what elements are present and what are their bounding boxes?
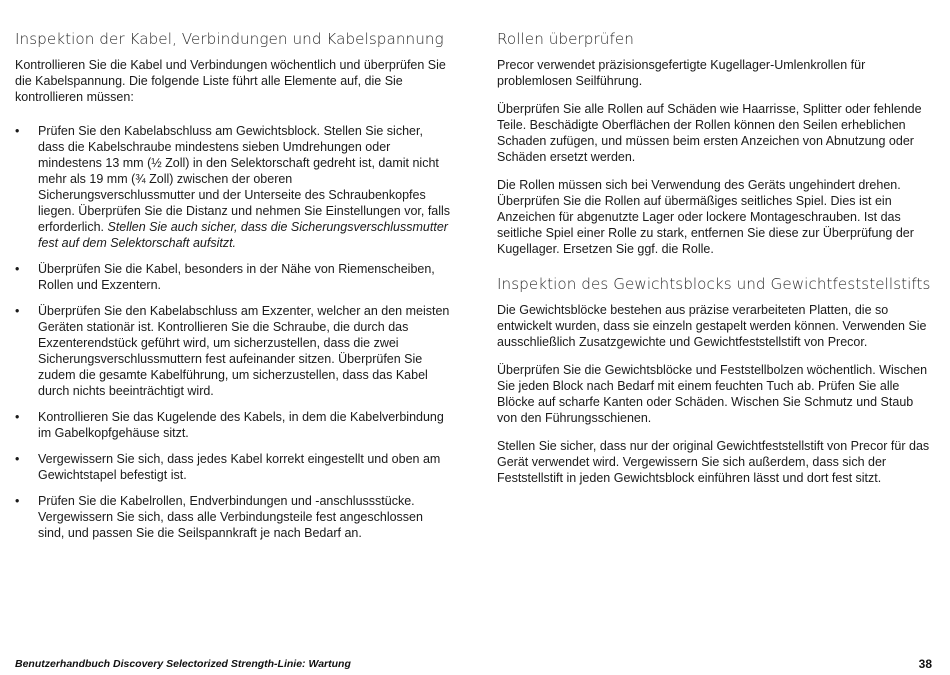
cable-checklist	[15, 123, 452, 541]
bullet-icon: •	[15, 494, 20, 508]
list-item	[15, 451, 452, 483]
weight-block-paragraph: Stellen Sie sicher, dass nur der original Gewichtfeststellstift von Precor für das Gerät verwendet wird. Vergewissern Sie sich außerdem, dass sich der Feststellstift in jeden Gewichtsblock einführen lässt und dort fest sitzt.	[497, 439, 930, 485]
bullet-icon: •	[15, 452, 20, 466]
list-item-text: Prüfen Sie den Kabelabschluss am Gewichtsblock. Stellen Sie sicher, dass die Kabelschraube mindestens sieben Umdrehungen oder mindestens 13 mm (½ Zoll) in den Selektorschaft gedreht ist, damit nicht mehr als 19 mm (¾ Zoll) zwischen der oberen Sicherungsverschlussmutter und der Unterseite des Schraubenkopfes liegen. Überprüfen Sie die Distanz und nehmen Sie Einstellungen vor, falls erforderlich.	[38, 124, 451, 234]
list-item	[15, 409, 452, 441]
list-item-text: Kontrollieren Sie das Kugelende des Kabels, in dem die Kabelverbindung im Gabelkopfgehäuse sitzt.	[38, 410, 444, 440]
list-item	[15, 303, 452, 399]
rollers-paragraph: Überprüfen Sie alle Rollen auf Schäden wie Haarrisse, Splitter oder fehlende Teile. Beschädigte Oberflächen der Rollen können den Seilen erheblichen Schaden zufügen, und müssen beim ersten Anzeichen von Abnutzung oder Schäden ersetzt werden.	[497, 102, 922, 164]
list-item	[15, 493, 452, 541]
list-item-text: Vergewissern Sie sich, dass jedes Kabel korrekt eingestellt und oben am Gewichtstapel befestigt ist.	[38, 452, 441, 482]
left-column	[15, 30, 452, 551]
weight-block-paragraph: Die Gewichtsblöcke bestehen aus präzise verarbeiteten Platten, die so entwickelt wurden, dass sie einzeln gestapelt werden können. Verwenden Sie ausschließlich Zusatzgewichte und Gewichtfeststellstift von Precor.	[497, 303, 927, 349]
list-item-text: Überprüfen Sie den Kabelabschluss am Exzenter, welcher an den meisten Geräten stationär ist. Kontrollieren Sie die Schraube, die durch das Exzenterendstück geführt wird, um sicherzustellen, dass die zwei Sicherungsverschlussmuttern fest aufeinander sitzen. Überprüfen Sie zudem die gesamte Kabelführung, um sicherzustellen, dass das Kabel durch nichts beeinträchtigt wird.	[38, 304, 450, 398]
bullet-icon: •	[15, 304, 20, 318]
list-item	[15, 123, 452, 251]
footer-title: Benutzerhandbuch Discovery Selectorized Strength-Linie: Wartung	[15, 658, 351, 670]
bullet-icon: •	[15, 410, 20, 424]
weight-block-paragraph: Überprüfen Sie die Gewichtsblöcke und Feststellbolzen wöchentlich. Wischen Sie jeden Block nach Bedarf mit einem feuchten Tuch ab. Prüfen Sie alle Blöcke auf scharfe Kanten oder Schäden. Wischen Sie Schmutz und Staub von den Führungsschienen.	[497, 363, 928, 425]
rollers-heading: Rollen überprüfen	[497, 30, 634, 48]
rollers-paragraph: Precor verwendet präzisionsgefertigte Kugellager-Umlenkrollen für problemlosen Seilführung.	[497, 58, 866, 88]
rollers-paragraph: Die Rollen müssen sich bei Verwendung des Geräts ungehindert drehen. Überprüfen Sie die Rollen auf übermäßiges seitliches Spiel. Dies ist ein Anzeichen für abgenutzte Lager oder lockere Montageschrauben. Ist das seitliche Spiel einer Rolle zu stark, entfernen Sie diese zur Überprüfung der Kugellager. Ersetzen Sie ggf. die Rolle.	[497, 178, 914, 256]
list-item-emphasis: Stellen Sie auch sicher, dass die Sicherungsverschlussmutter fest auf dem Selektorschaft aufsitzt.	[38, 220, 448, 250]
right-column	[497, 30, 933, 498]
cable-inspection-intro: Kontrollieren Sie die Kabel und Verbindungen wöchentlich und überprüfen Sie die Kabelspannung. Die folgende Liste führt alle Elemente auf, die Sie kontrollieren müssen:	[15, 58, 446, 104]
weight-block-heading: Inspektion des Gewichtsblocks und Gewichtfeststellstifts	[497, 275, 931, 293]
list-item	[15, 261, 452, 293]
list-item-text: Überprüfen Sie die Kabel, besonders in der Nähe von Riemenscheiben, Rollen und Exzentern.	[38, 262, 435, 292]
cable-inspection-heading: Inspektion der Kabel, Verbindungen und Kabelspannung	[15, 30, 444, 48]
bullet-icon: •	[15, 262, 20, 276]
page-number: 38	[918, 657, 932, 671]
bullet-icon: •	[15, 124, 20, 138]
list-item-text: Prüfen Sie die Kabelrollen, Endverbindungen und -anschlussstücke. Vergewissern Sie sich, dass alle Verbindungsteile fest angeschlossen sind, und passen Sie die Seilspannkraft je nach Bedarf an.	[38, 494, 423, 540]
